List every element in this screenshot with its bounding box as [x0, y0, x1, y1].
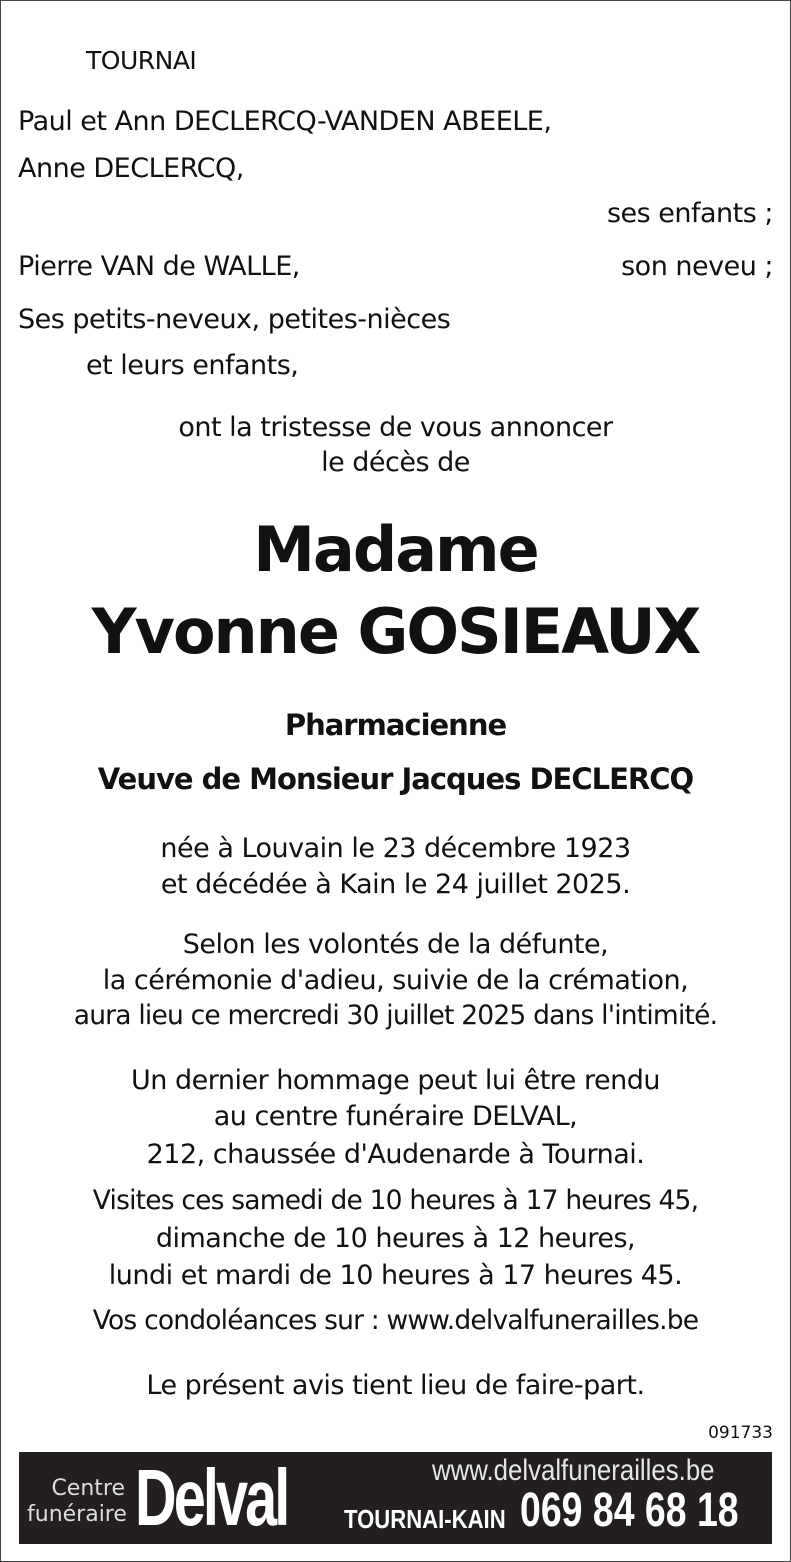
reference-number: 091733	[708, 1423, 773, 1443]
announcement-line-1: ont la tristesse de vous annoncer	[178, 412, 613, 443]
phone-number: 069 84 68 18	[520, 1484, 739, 1537]
deceased-widow-of: Veuve de Monsieur Jacques DECLERCQ	[97, 762, 694, 796]
death-line: et décédée à Kain le 24 juillet 2025.	[160, 869, 631, 900]
centre-label: Centre	[51, 1476, 125, 1501]
grand-line-2: et leurs enfants,	[86, 350, 299, 381]
grand-line-1: Ses petits-neveux, petites-nièces	[18, 304, 451, 335]
condolences-line: Vos condoléances sur : www.delvalfunerailles.be	[92, 1305, 699, 1336]
header-city: TOURNAI	[86, 46, 197, 75]
nephew-name: Pierre VAN de WALLE,	[18, 251, 300, 282]
tribute-line-3: 212, chaussée d'Audenarde à Tournai.	[146, 1139, 645, 1170]
children-label: ses enfants ;	[606, 198, 773, 229]
visits-line-2: dimanche de 10 heures à 12 heures,	[155, 1223, 636, 1254]
announcement-line-2: le décès de	[321, 447, 470, 478]
website-label: www.delvalfunerailles.be	[432, 1454, 715, 1487]
visits-line-1: Visites ces samedi de 10 heures à 17 heures 45,	[92, 1185, 699, 1216]
deceased-profession: Pharmacienne	[284, 708, 507, 742]
ceremony-line-3: aura lieu ce mercredi 30 juillet 2025 dans l'intimité.	[73, 1000, 718, 1031]
brand-logo: Delval	[135, 1453, 288, 1542]
deceased-title: Madame	[253, 513, 538, 586]
family-line-1: Paul et Ann DECLERCQ-VANDEN ABEELE,	[18, 106, 552, 137]
notice-line: Le présent avis tient lieu de faire-part.	[146, 1370, 645, 1401]
visits-line-3: lundi et mardi de 10 heures à 17 heures 45.	[108, 1260, 683, 1291]
deceased-name: Yvonne GOSIEAUX	[91, 595, 700, 668]
funeraire-label: funéraire	[27, 1502, 127, 1527]
funeral-home-banner	[19, 1452, 772, 1544]
tribute-line-2: au centre funéraire DELVAL,	[213, 1101, 578, 1132]
ceremony-line-2: la cérémonie d'adieu, suivie de la crémation,	[102, 965, 689, 996]
birth-line: née à Louvain le 23 décembre 1923	[160, 833, 631, 864]
ceremony-line-1: Selon les volontés de la défunte,	[182, 929, 609, 960]
family-line-2: Anne DECLERCQ,	[18, 153, 244, 184]
nephew-label: son neveu ;	[621, 251, 773, 282]
city-label: TOURNAI-KAIN	[344, 1504, 506, 1534]
tribute-line-1: Un dernier hommage peut lui être rendu	[131, 1065, 660, 1096]
